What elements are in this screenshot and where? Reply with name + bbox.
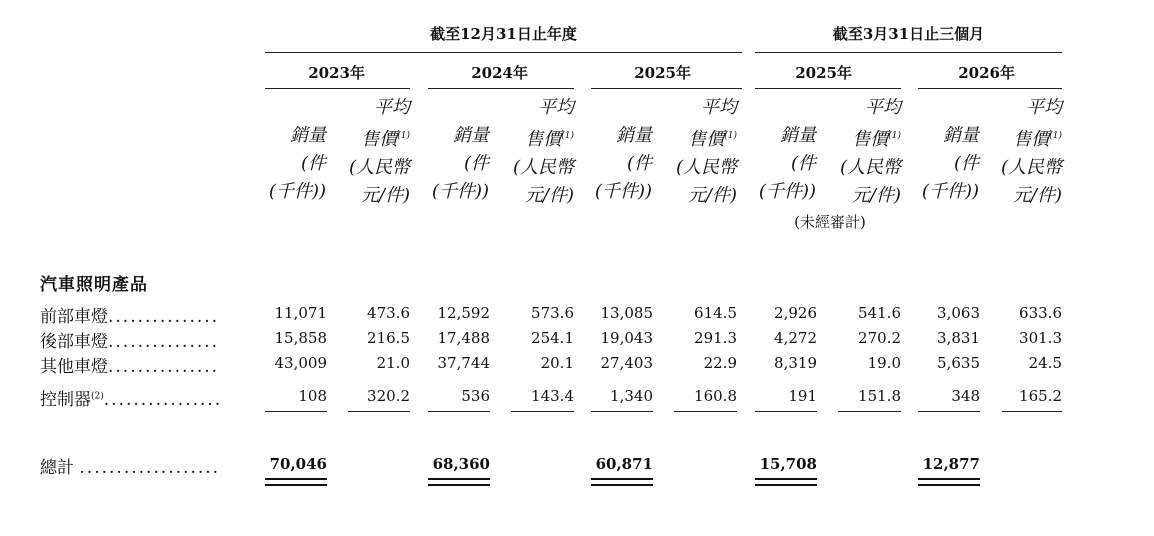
year-header-2025: 2025年 [634,64,691,82]
row-label: 其他車燈............... [40,357,220,377]
table-cell: 3,063 [937,304,980,322]
group-header-annual: 截至12月31日止年度 [430,25,577,43]
table-cell: 37,744 [437,354,490,372]
group-header-quarterly: 截至3月31日止三個月 [832,25,985,43]
table-cell: 22.9 [703,354,737,372]
table-cell: 11,071 [274,304,327,322]
col-header-price: 平均 售價$^{(1)}$ (人民幣 元/件) [348,97,410,206]
table-cell: 17,488 [437,329,490,347]
group-rule-quarterly [755,52,1062,53]
subtotal-rule [265,411,327,412]
col-header-price: 平均 售價$^{(1)}$ (人民幣 元/件) [1000,97,1062,206]
year-rule-2024 [428,88,574,89]
col-header-volume: 銷量 (件 (千件)) [594,125,652,202]
total-double-rule [428,478,490,486]
table-cell: 3,831 [937,329,980,347]
table-cell: 43,009 [274,354,327,372]
table-cell: 151.8 [858,387,901,405]
year-rule-2023 [265,88,410,89]
col-header-price: 平均 售價$^{(1)}$ (人民幣 元/件) [512,97,574,206]
table-cell: 1,340 [610,387,653,405]
table-cell: 291.3 [694,329,737,347]
table-cell: 633.6 [1019,304,1062,322]
subtotal-rule [755,411,817,412]
total-value: 60,871 [595,455,653,473]
subtotal-rule [918,411,980,412]
unaudited-note: (未經審計) [794,213,866,231]
col-header-volume: 銷量 (件 (千件)) [921,125,979,202]
table-cell: 270.2 [858,329,901,347]
col-header-volume: 銷量 (件 (千件)) [431,125,489,202]
subtotal-rule [428,411,490,412]
table-cell: 541.6 [858,304,901,322]
table-cell: 5,635 [937,354,980,372]
subtotal-rule [1002,411,1062,412]
table-cell: 19.0 [867,354,901,372]
subtotal-rule [591,411,653,412]
total-double-rule [918,478,980,486]
year-header-2024: 2024年 [471,64,528,82]
col-header-volume: 銷量 (件 (千件)) [268,125,326,202]
table-cell: 13,085 [600,304,653,322]
table-cell: 12,592 [437,304,490,322]
col-header-volume: 銷量 (件 (千件)) [758,125,816,202]
total-double-rule [755,478,817,486]
row-label: 前部車燈............... [40,307,220,327]
table-cell: 8,319 [774,354,817,372]
table-cell: 24.5 [1028,354,1062,372]
table-cell: 20.1 [540,354,574,372]
table-cell: 473.6 [367,304,410,322]
table-cell: 216.5 [367,329,410,347]
subtotal-rule [348,411,410,412]
subtotal-rule [838,411,901,412]
year-header-2025-q: 2025年 [795,64,852,82]
year-rule-2025-q [755,88,901,89]
table-cell: 21.0 [376,354,410,372]
year-header-2023: 2023年 [308,64,365,82]
total-value: 12,877 [922,455,980,473]
col-header-price: 平均 售價$^{(1)}$ (人民幣 元/件) [675,97,737,206]
table-cell: 2,926 [774,304,817,322]
table-cell: 301.3 [1019,329,1062,347]
col-header-price: 平均 售價$^{(1)}$ (人民幣 元/件) [839,97,901,206]
table-cell: 536 [461,387,490,405]
total-label: 總計 ................... [40,458,221,478]
total-value: 68,360 [432,455,490,473]
row-label: 後部車燈............... [40,332,220,352]
table-cell: 4,272 [774,329,817,347]
year-rule-2026-q [918,88,1062,89]
table-cell: 15,858 [274,329,327,347]
table-cell: 165.2 [1019,387,1062,405]
table-cell: 254.1 [531,329,574,347]
table-cell: 160.8 [694,387,737,405]
table-cell: 614.5 [694,304,737,322]
year-rule-2025 [591,88,742,89]
table-cell: 143.4 [531,387,574,405]
table-cell: 348 [951,387,980,405]
total-value: 15,708 [759,455,817,473]
year-header-2026-q: 2026年 [958,64,1015,82]
table-cell: 108 [298,387,327,405]
table-cell: 27,403 [600,354,653,372]
subtotal-rule [511,411,574,412]
subtotal-rule [674,411,737,412]
total-value: 70,046 [269,455,327,473]
section-title: 汽車照明產品 [40,275,148,295]
total-double-rule [265,478,327,486]
table-cell: 573.6 [531,304,574,322]
table-cell: 19,043 [600,329,653,347]
total-double-rule [591,478,653,486]
table-cell: 191 [788,387,817,405]
group-rule-annual [265,52,742,53]
row-label: 控制器$^{(2)}$................ [40,390,223,410]
table-cell: 320.2 [367,387,410,405]
